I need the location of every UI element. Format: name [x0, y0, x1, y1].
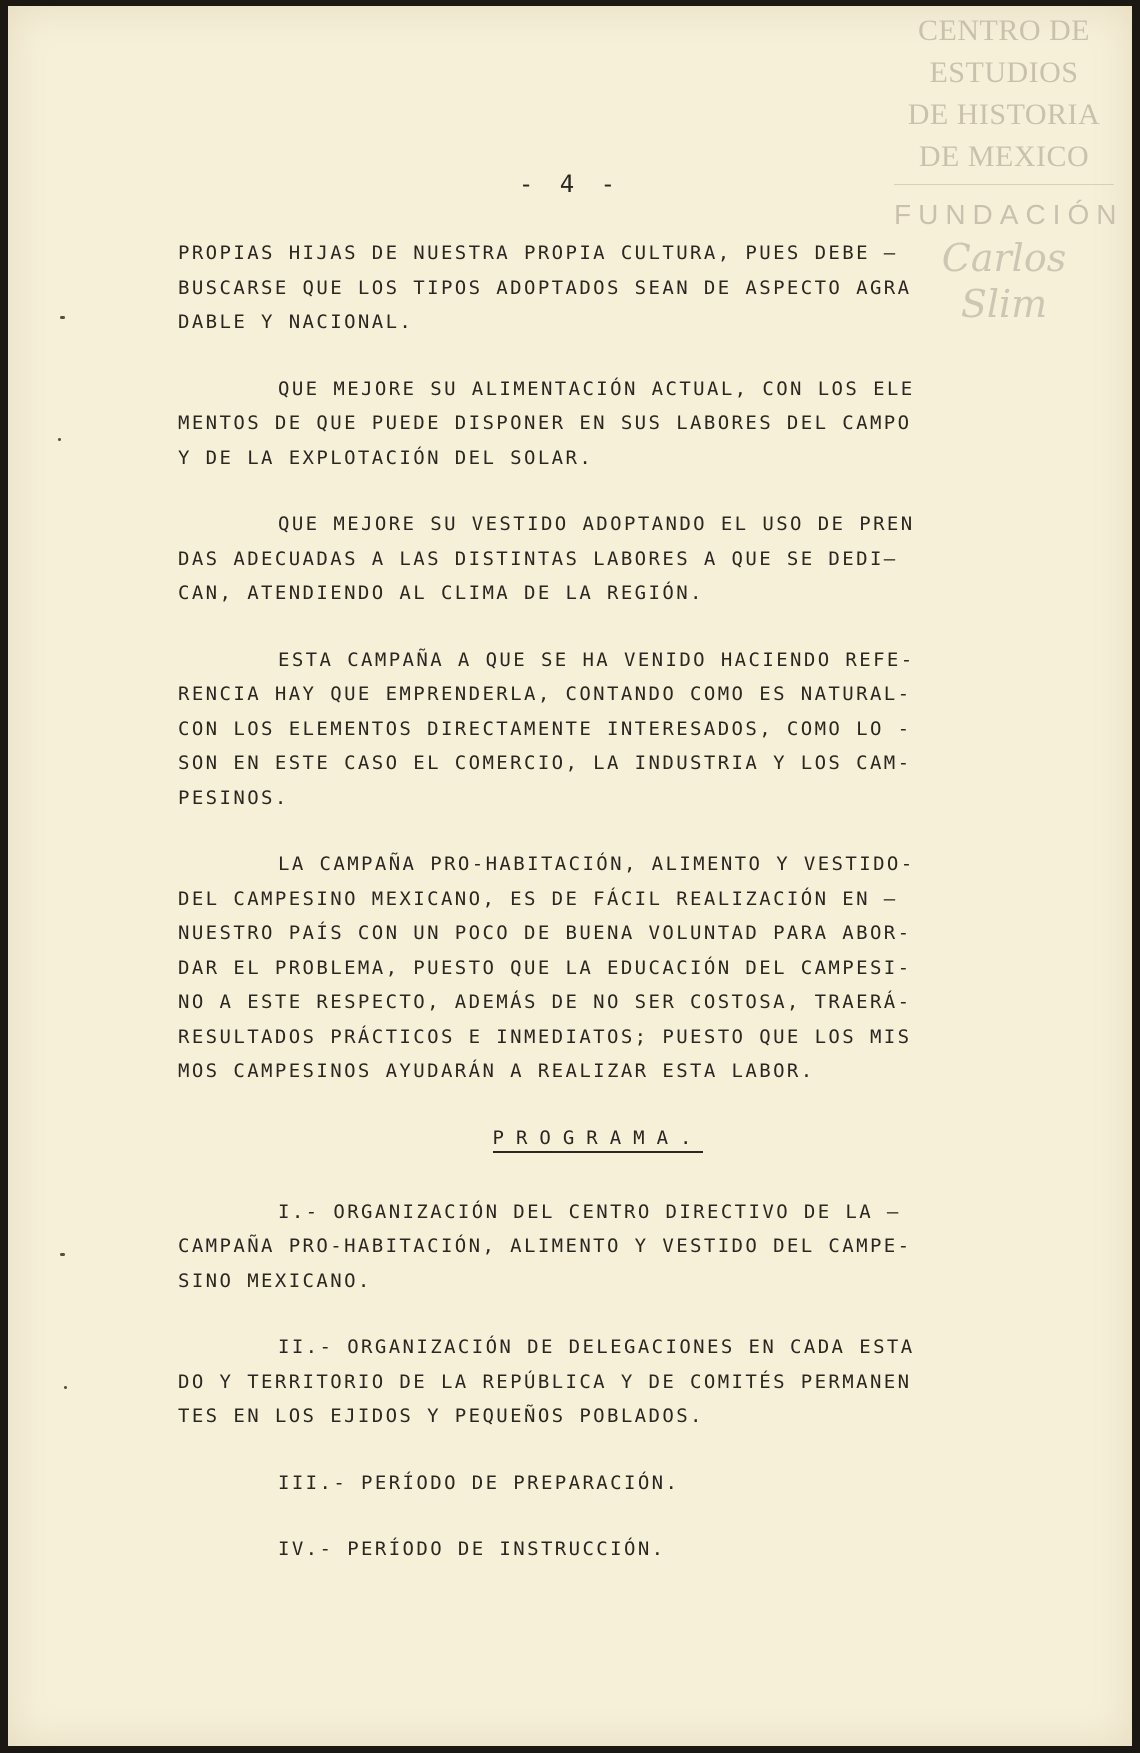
text-line: NUESTRO PAÍS CON UN POCO DE BUENA VOLUNTAD PARA ABOR- — [178, 922, 912, 944]
text-line: RENCIA HAY QUE EMPRENDERLA, CONTANDO COMO ES NATURAL- — [178, 683, 912, 705]
text-line: BUSCARSE QUE LOS TIPOS ADOPTADOS SEAN DE ASPECTO AGRA — [178, 276, 912, 299]
margin-mark — [58, 438, 61, 441]
text-line: DEL CAMPESINO MEXICANO, ES DE FÁCIL REALIZACIÓN EN — — [178, 887, 898, 910]
watermark-line: DE HISTORIA — [907, 98, 1101, 131]
text-line: DAS ADECUADAS A LAS DISTINTAS LABORES A QUE SE DEDI— — [178, 547, 898, 570]
text-line: PROPIAS HIJAS DE NUESTRA PROPIA CULTURA, PUES DEBE — — [178, 242, 898, 264]
text-line: NO A ESTE RESPECTO, ADEMÁS DE NO SER COSTOSA, TRAERÁ- — [178, 991, 912, 1013]
margin-mark — [60, 316, 65, 319]
text-line: DAR EL PROBLEMA, PUESTO QUE LA EDUCACIÓN DEL CAMPESI- — [178, 956, 912, 979]
text-line: CAMPAÑA PRO-HABITACIÓN, ALIMENTO Y VESTIDO DEL CAMPE- — [178, 1235, 912, 1257]
paragraph — [178, 507, 1018, 611]
text-line: QUE MEJORE SU ALIMENTACIÓN ACTUAL, CON LOS ELE — [278, 377, 915, 400]
document-body — [178, 236, 1018, 1599]
watermark-line: CENTRO DE — [918, 14, 1090, 47]
program-item — [178, 1466, 1018, 1501]
section-heading-text: PROGRAMA. — [493, 1127, 704, 1153]
page-number: - 4 - — [518, 170, 622, 198]
program-item — [178, 1195, 1018, 1299]
text-line: ESTA CAMPAÑA A QUE SE HA VENIDO HACIENDO REFE- — [278, 648, 915, 671]
watermark-line: DE MEXICO — [918, 140, 1090, 173]
text-line: DO Y TERRITORIO DE LA REPÚBLICA Y DE COMITÉS PERMANEN — [178, 1370, 912, 1393]
paragraph — [178, 847, 1018, 1089]
paragraph — [178, 643, 1018, 816]
text-line: CAN, ATENDIENDO AL CLIMA DE LA REGIÓN. — [178, 582, 704, 604]
text-line: Y DE LA EXPLOTACIÓN DEL SOLAR. — [178, 446, 594, 469]
watermark-signature: Carlos Slim — [941, 236, 1067, 326]
program-item — [178, 1532, 1018, 1567]
document-page — [8, 6, 1132, 1746]
text-line: LA CAMPAÑA PRO-HABITACIÓN, ALIMENTO Y VESTIDO- — [278, 853, 915, 875]
text-line: III.- PERÍODO DE PREPARACIÓN. — [278, 1471, 680, 1494]
watermark-fundacion: FUNDACIÓN — [894, 199, 1124, 230]
text-line: CON LOS ELEMENTOS DIRECTAMENTE INTERESADOS, COMO LO - — [178, 717, 912, 740]
watermark-line: ESTUDIOS — [929, 56, 1079, 89]
margin-mark — [64, 1386, 67, 1389]
text-line: DABLE Y NACIONAL. — [178, 311, 414, 333]
text-line: MOS CAMPESINOS AYUDARÁN A REALIZAR ESTA LABOR. — [178, 1060, 815, 1082]
text-line: TES EN LOS EJIDOS Y PEQUEÑOS POBLADOS. — [178, 1405, 704, 1427]
margin-mark — [60, 1253, 65, 1256]
text-line: QUE MEJORE SU VESTIDO ADOPTANDO EL USO DE PREN — [278, 513, 915, 535]
text-line: I.- ORGANIZACIÓN DEL CENTRO DIRECTIVO DE LA — — [278, 1200, 901, 1223]
program-item — [178, 1330, 1018, 1434]
section-heading — [178, 1121, 1018, 1155]
text-line: PESINOS. — [178, 786, 289, 809]
text-line: MENTOS DE QUE PUEDE DISPONER EN SUS LABORES DEL CAMPO — [178, 412, 912, 434]
text-line: RESULTADOS PRÁCTICOS E INMEDIATOS; PUESTO QUE LOS MIS — [178, 1025, 912, 1048]
text-line: SINO MEXICANO. — [178, 1269, 372, 1292]
paragraph — [178, 372, 1018, 476]
paragraph — [178, 236, 1018, 340]
text-line: SON EN ESTE CASO EL COMERCIO, LA INDUSTRIA Y LOS CAM- — [178, 752, 912, 774]
text-line: II.- ORGANIZACIÓN DE DELEGACIONES EN CADA ESTA — [278, 1336, 915, 1358]
text-line: IV.- PERÍODO DE INSTRUCCIÓN. — [278, 1538, 666, 1560]
